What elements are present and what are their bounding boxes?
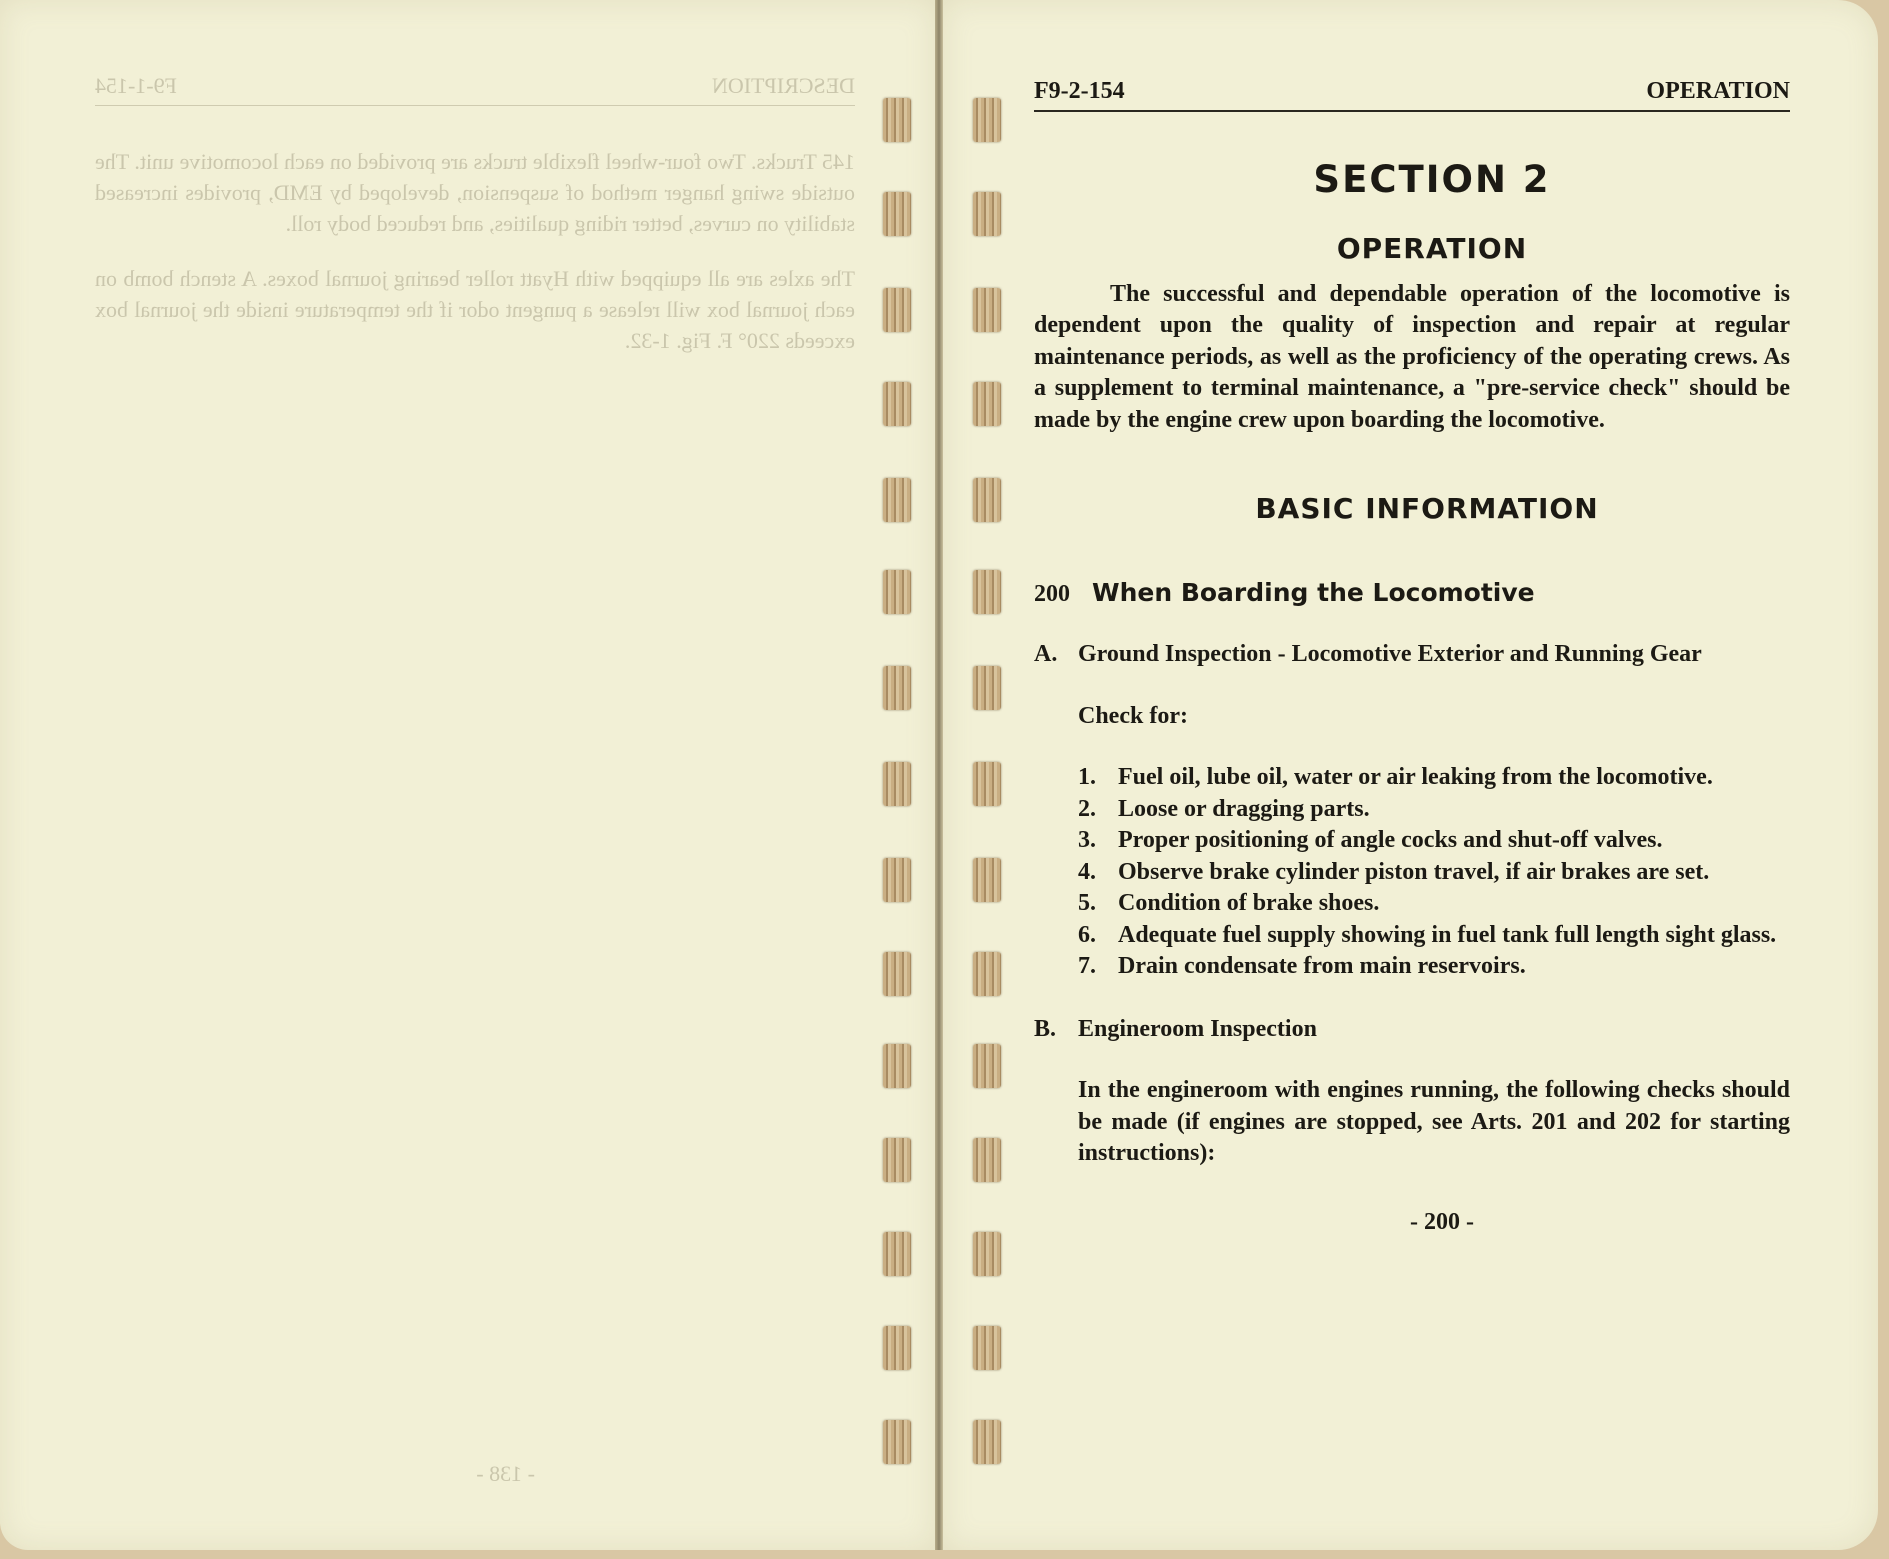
ghost-page-number: - 138 - [476, 1461, 535, 1486]
list-text: Loose or dragging parts. [1118, 795, 1370, 822]
article-number: 200 [1034, 580, 1070, 607]
binding-hole [883, 192, 911, 236]
list-item [1078, 762, 1790, 794]
running-header [1034, 76, 1790, 112]
spiral-holes-right [970, 0, 1004, 1550]
binding-hole [883, 1044, 911, 1088]
section-title: SECTION 2 [1313, 157, 1551, 201]
binding-hole [883, 1138, 911, 1182]
check-list [1078, 762, 1790, 983]
list-text: Fuel oil, lube oil, water or air leaking from the locomotive. [1118, 764, 1713, 790]
list-text: Drain condensate from main reservoirs. [1118, 953, 1526, 979]
list-item [1078, 888, 1790, 920]
ghost-paragraph: 145 Trucks. Two four-wheel flexible trucks are provided on each locomotive unit. The outside swing hanger method of suspension, developed by EMD, provides increased stability on curves, better riding qualities, and reduced body roll. [95, 149, 855, 236]
binding-hole [973, 382, 1001, 426]
binding-hole [883, 762, 911, 806]
binding-hole [883, 1420, 911, 1464]
binding-hole [883, 478, 911, 522]
list-number: 2. [1078, 795, 1096, 822]
engineroom-paragraph: In the engineroom with engines running, the following checks should be made (if engines are stopped, see Arts. 201 and 202 for starting instructions): [1078, 1077, 1790, 1166]
intro-paragraph: The successful and dependable operation of the locomotive is dependent upon the quality of inspection and repair at regular maintenance periods, as well as the proficiency of the operating crews. As a supplement to terminal maintenance, a "pre-service check" should be made by the engine crew upon boarding the locomotive. [1034, 280, 1790, 433]
binding-hole [973, 762, 1001, 806]
list-text: Observe brake cylinder piston travel, if air brakes are set. [1118, 858, 1710, 885]
left-page [0, 0, 935, 1550]
spiral-holes-left [880, 0, 914, 1550]
page-gutter [935, 0, 943, 1550]
binding-hole [883, 858, 911, 902]
list-number: 4. [1078, 858, 1096, 885]
binding-hole [973, 1420, 1001, 1464]
item-a-text: Ground Inspection - Locomotive Exterior and Running Gear [1078, 641, 1702, 667]
list-number: 3. [1078, 827, 1096, 853]
binding-hole [883, 666, 911, 710]
section-subtitle: OPERATION [1336, 232, 1528, 265]
list-number: 6. [1078, 921, 1096, 948]
page-number: - 200 - [1410, 1208, 1474, 1235]
binding-hole [883, 382, 911, 426]
binding-hole [883, 1326, 911, 1370]
list-number: 1. [1078, 764, 1096, 790]
list-item [1078, 951, 1790, 983]
item-b [1034, 1014, 1790, 1046]
list-item [1078, 825, 1790, 857]
ghost-paragraph: The axles are all equipped with Hyatt roller bearing journal boxes. A stench bomb on each journal box will release a pungent odor if the temperature inside the journal box exceeds 220° F. Fig. 1-32. [95, 266, 855, 353]
binding-hole [973, 1044, 1001, 1088]
binding-hole [973, 570, 1001, 614]
list-text: Condition of brake shoes. [1118, 890, 1380, 916]
binding-hole [973, 1326, 1001, 1370]
item-a-letter: A. [1034, 641, 1058, 667]
article-title: When Boarding the Locomotive [1092, 577, 1535, 607]
list-number: 7. [1078, 953, 1096, 979]
ghost-header [95, 70, 855, 106]
ghost-header-right: F9-1-154 [95, 73, 177, 98]
basic-information-heading: BASIC INFORMATION [1255, 492, 1599, 525]
article-heading [1034, 577, 1790, 611]
binding-hole [883, 1232, 911, 1276]
binding-hole [973, 952, 1001, 996]
list-item [1078, 857, 1790, 889]
item-a [1034, 639, 1790, 671]
binding-hole [973, 98, 1001, 142]
binding-hole [883, 952, 911, 996]
binding-hole [973, 192, 1001, 236]
right-page-content [1034, 76, 1790, 1238]
binding-hole [883, 288, 911, 332]
list-number: 5. [1078, 890, 1096, 916]
binding-hole [973, 1232, 1001, 1276]
binding-hole [973, 858, 1001, 902]
binding-hole [973, 288, 1001, 332]
list-item [1078, 920, 1790, 952]
item-b-letter: B. [1034, 1015, 1057, 1042]
header-section: OPERATION [1646, 78, 1790, 104]
binding-hole [973, 666, 1001, 710]
bleed-through-text [95, 70, 855, 1486]
item-b-text: Engineroom Inspection [1078, 1015, 1317, 1042]
ghost-header-left: DESCRIPTION [711, 73, 855, 98]
list-text: Proper positioning of angle cocks and shut-off valves. [1118, 827, 1663, 853]
binding-hole [973, 478, 1001, 522]
header-code: F9-2-154 [1034, 78, 1125, 104]
binding-hole [883, 570, 911, 614]
binding-hole [973, 1138, 1001, 1182]
check-for-label: Check for: [1078, 702, 1188, 729]
binding-hole [883, 98, 911, 142]
list-item [1078, 794, 1790, 826]
list-text: Adequate fuel supply showing in fuel tank full length sight glass. [1118, 921, 1777, 948]
